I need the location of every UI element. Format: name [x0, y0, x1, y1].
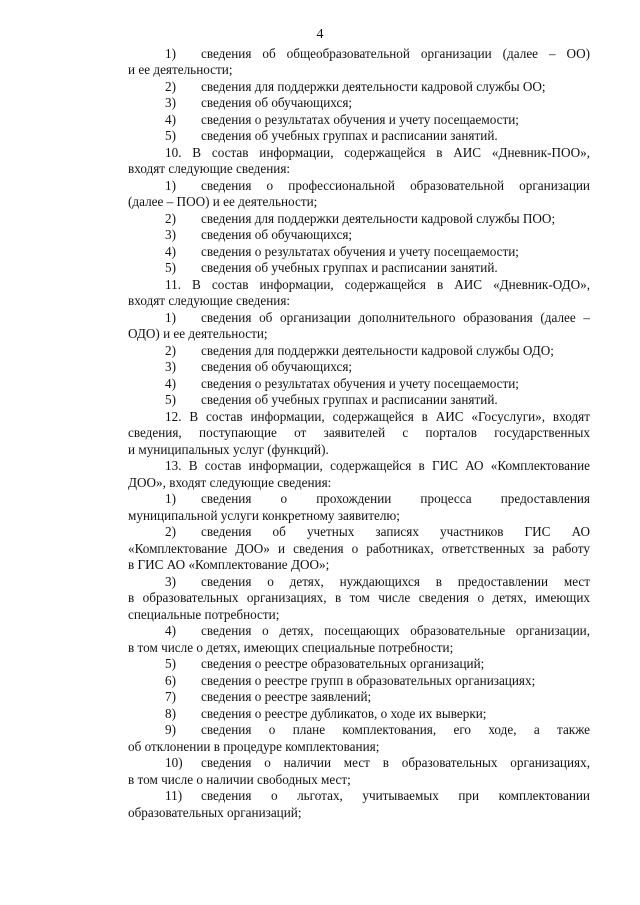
list-item-number: 5)	[165, 392, 176, 407]
paragraph-line: входят следующие сведения:	[128, 161, 291, 176]
list-item-number: 4)	[165, 244, 176, 259]
paragraph-line: муниципальной услуги конкретному заявителю;	[128, 508, 400, 523]
list-item-text: сведения об учетных записях участников ГИС АО	[201, 524, 590, 539]
paragraph-line: сведения, поступающие от заявителей с порталов государственных	[128, 425, 590, 440]
list-item	[165, 95, 590, 111]
list-item	[165, 623, 590, 639]
list-item-number: 11)	[165, 788, 183, 803]
list-item-text: сведения об обучающихся;	[201, 359, 353, 374]
list-item	[165, 376, 590, 392]
list-item	[165, 788, 590, 804]
list-item	[165, 755, 590, 771]
list-item-number: 3)	[165, 227, 176, 242]
list-item-number: 5)	[165, 260, 176, 275]
list-item	[165, 343, 590, 359]
paragraph-line: 12. В состав информации, содержащейся в АИС «Госуслуги», входят	[165, 409, 590, 424]
list-item	[165, 211, 590, 227]
list-item-text: сведения об общеобразовательной организации (далее – ОО)	[201, 46, 590, 61]
paragraph-line: «Комплектование ДОО» и сведения о работниках, ответственных за работу	[128, 541, 590, 556]
page-number: 4	[316, 27, 324, 42]
list-item-number: 7)	[165, 689, 176, 704]
list-item-number: 5)	[165, 128, 176, 143]
paragraph-line: (далее – ПОО) и ее деятельности;	[128, 194, 318, 209]
list-item	[165, 359, 590, 375]
list-item-text: сведения о прохождении процесса предоставления	[201, 491, 590, 506]
list-item-text: сведения о результатах обучения и учету посещаемости;	[201, 376, 519, 391]
list-item-text: сведения для поддержки деятельности кадровой службы ОО;	[201, 79, 546, 94]
list-item-text: сведения об обучающихся;	[201, 227, 353, 242]
list-item	[165, 46, 590, 62]
list-item-text: сведения о реестре дубликатов, о ходе их выверки;	[201, 706, 487, 721]
list-item-number: 3)	[165, 95, 176, 110]
paragraph-line: 11. В состав информации, содержащейся в АИС «Дневник-ОДО»,	[165, 277, 590, 292]
list-item	[165, 689, 590, 705]
list-item-number: 1)	[165, 491, 176, 506]
paragraph-line: в том числе о наличии свободных мест;	[128, 772, 351, 787]
list-item-text: сведения о профессиональной образовательной организации	[201, 178, 590, 193]
list-item	[165, 310, 590, 326]
list-item-number: 4)	[165, 623, 176, 638]
list-item-text: сведения о реестре групп в образовательных организациях;	[201, 673, 536, 688]
list-item-text: сведения о детях, посещающих образовательные организации,	[201, 623, 590, 638]
list-item-number: 8)	[165, 706, 176, 721]
list-item-text: сведения о результатах обучения и учету посещаемости;	[201, 244, 519, 259]
list-item-number: 1)	[165, 310, 176, 325]
paragraph-line: ДОО», входят следующие сведения:	[128, 475, 332, 490]
paragraph-line: входят следующие сведения:	[128, 293, 291, 308]
list-item-text: сведения об учебных группах и расписании занятий.	[201, 392, 498, 407]
list-item	[165, 128, 590, 144]
list-item	[165, 656, 590, 672]
paragraph-line: в ГИС АО «Комплектование ДОО»;	[128, 557, 330, 572]
paragraph-line: ОДО) и ее деятельности;	[128, 326, 268, 341]
list-item-text: сведения для поддержки деятельности кадровой службы ПОО;	[201, 211, 556, 226]
list-item-text: сведения для поддержки деятельности кадровой службы ОДО;	[201, 343, 554, 358]
paragraph-line: 10. В состав информации, содержащейся в АИС «Дневник-ПОО»,	[165, 145, 590, 160]
list-item-text: сведения о результатах обучения и учету посещаемости;	[201, 112, 519, 127]
list-item	[165, 112, 590, 128]
list-item-text: сведения об организации дополнительного образования (далее –	[201, 310, 590, 325]
list-item-text: сведения о плане комплектования, его ходе, а также	[201, 722, 590, 737]
list-item-text: сведения о наличии мест в образовательных организациях,	[201, 755, 590, 770]
paragraph-line: и муниципальных услуг (функций).	[128, 442, 329, 457]
list-item-number: 3)	[165, 359, 176, 374]
list-item-number: 2)	[165, 343, 176, 358]
list-item-text: сведения о льготах, учитываемых при комплектовании	[201, 788, 590, 803]
list-item-number: 2)	[165, 524, 176, 539]
list-item-number: 4)	[165, 112, 176, 127]
list-item-number: 3)	[165, 574, 176, 589]
list-item-number: 6)	[165, 673, 176, 688]
list-item-number: 5)	[165, 656, 176, 671]
list-item	[165, 491, 590, 507]
list-item-number: 9)	[165, 722, 176, 737]
list-item-text: сведения об учебных группах и расписании занятий.	[201, 260, 498, 275]
paragraph-line: образовательных организаций;	[128, 805, 302, 820]
list-item-text: сведения о детях, нуждающихся в предоставлении мест	[201, 574, 590, 589]
list-item	[165, 79, 590, 95]
list-item-text: сведения о реестре образовательных организаций;	[201, 656, 485, 671]
list-item-number: 2)	[165, 211, 176, 226]
list-item-number: 10)	[165, 755, 183, 770]
list-item	[165, 227, 590, 243]
paragraph-line: в образовательных организациях, в том числе сведения о детях, имеющих	[128, 590, 590, 605]
list-item-number: 2)	[165, 79, 176, 94]
list-item-text: сведения об учебных группах и расписании занятий.	[201, 128, 498, 143]
paragraph-line: в том числе о детях, имеющих специальные потребности;	[128, 640, 454, 655]
paragraph-line: специальные потребности;	[128, 607, 280, 622]
list-item	[165, 722, 590, 738]
list-item	[165, 260, 590, 276]
list-item-number: 4)	[165, 376, 176, 391]
paragraph-line: 13. В состав информации, содержащейся в ГИС АО «Комплектование	[165, 458, 590, 473]
paragraph-line: об отклонении в процедуре комплектования;	[128, 739, 380, 754]
list-item	[165, 524, 590, 540]
list-item	[165, 706, 590, 722]
list-item-text: сведения о реестре заявлений;	[201, 689, 372, 704]
list-item-number: 1)	[165, 46, 176, 61]
list-item-text: сведения об обучающихся;	[201, 95, 353, 110]
list-item	[165, 673, 590, 689]
list-item	[165, 574, 590, 590]
list-item	[165, 392, 590, 408]
paragraph-line: и ее деятельности;	[128, 62, 233, 77]
list-item	[165, 178, 590, 194]
list-item-number: 1)	[165, 178, 176, 193]
list-item	[165, 244, 590, 260]
